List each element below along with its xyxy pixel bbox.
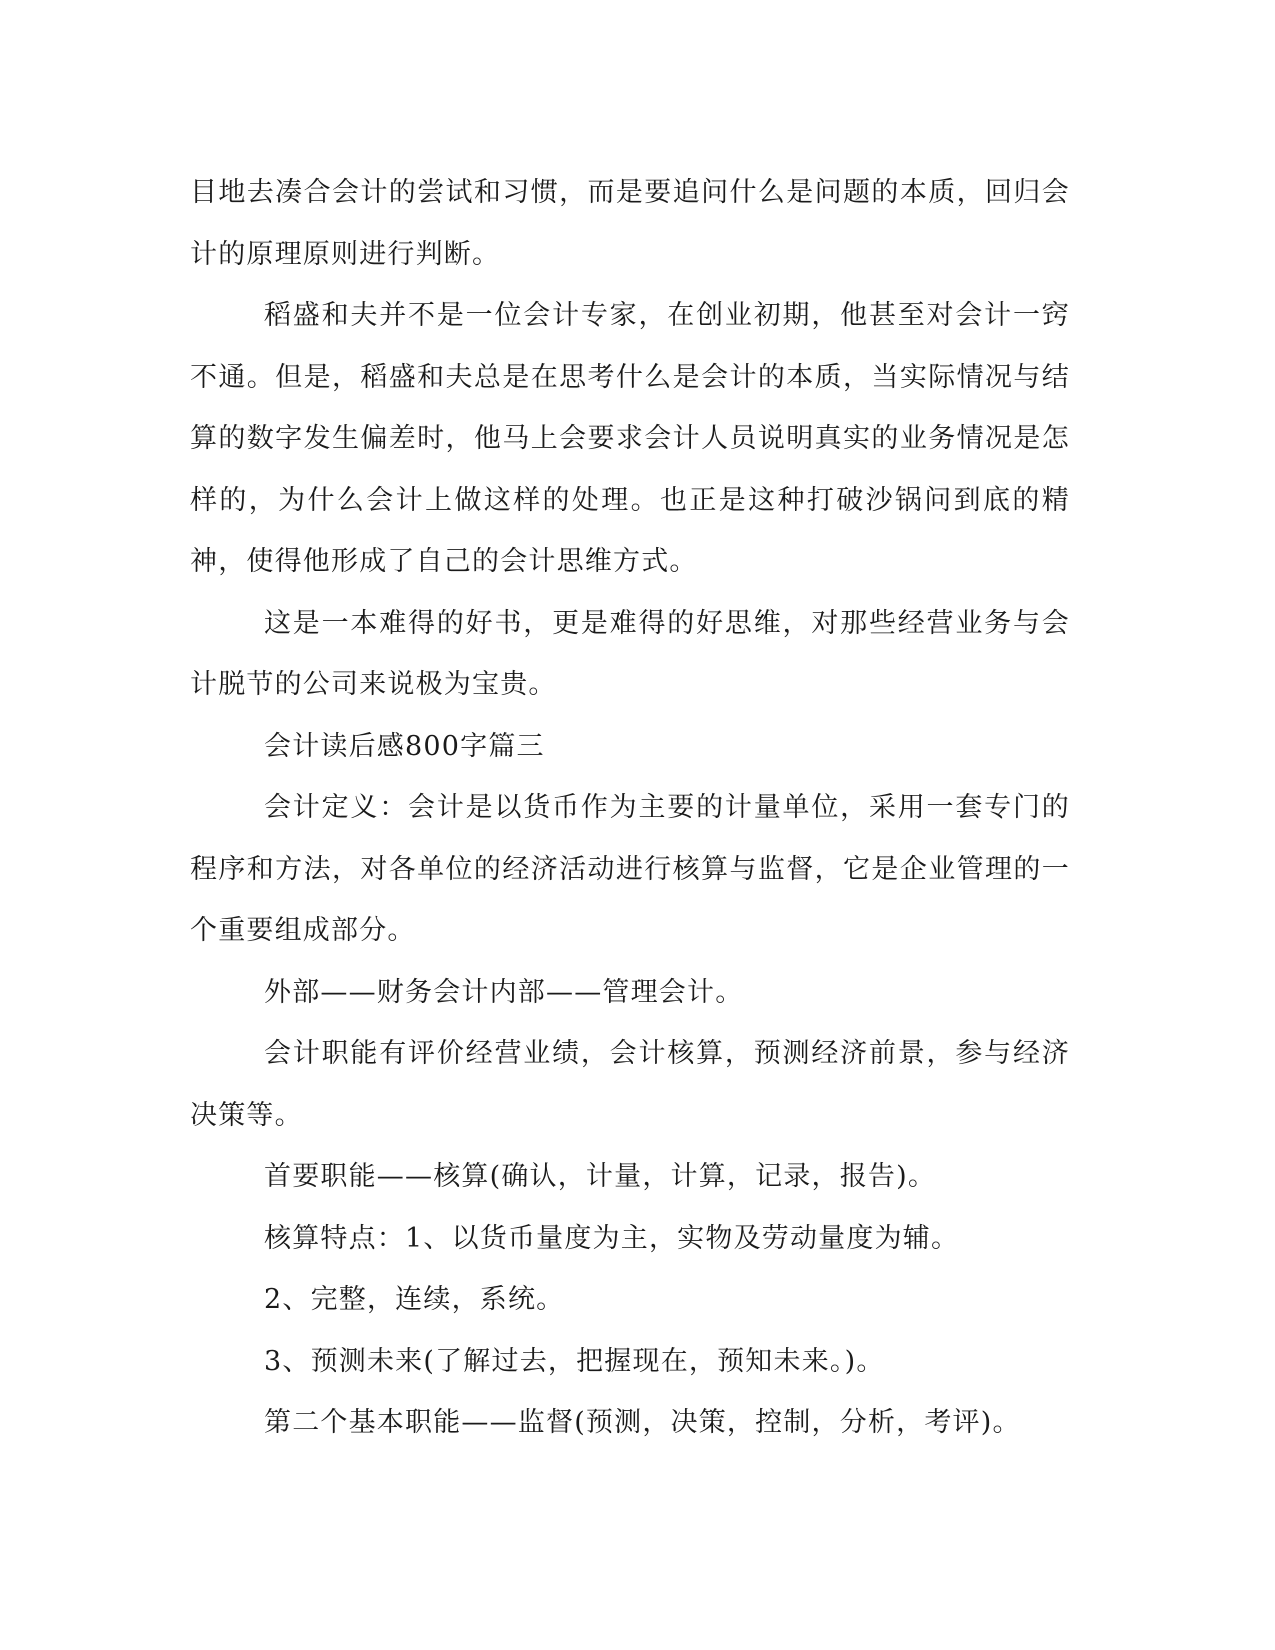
paragraph-1: 目地去凑合会计的尝试和习惯，而是要追问什么是问题的本质，回归会计的原理原则进行判断。	[190, 177, 1070, 270]
paragraph-functions: 会计职能有评价经营业绩，会计核算，预测经济前景，参与经济决策等。	[190, 1038, 1070, 1131]
paragraph-3: 这是一本难得的好书，更是难得的好思维，对那些经营业务与会计脱节的公司来说极为宝贵。	[190, 607, 1070, 700]
paragraph-2: 稻盛和夫并不是一位会计专家，在创业初期，他甚至对会计一窍不通。但是，稻盛和夫总是在思考什么是会计的本质，当实际情况与结算的数字发生偏差时，他马上会要求会计人员说明真实的业务情况是怎样的，为什么会计上做这样的处理。也正是这种打破沙锅问到底的精神，使得他形成了自己的会计思维方式。	[190, 300, 1070, 577]
paragraph-external-internal: 外部——财务会计内部——管理会计。	[264, 976, 744, 1008]
section-heading: 会计读后感800字篇三	[264, 730, 545, 762]
paragraph-definition: 会计定义：会计是以货币作为主要的计量单位，采用一套专门的程序和方法，对各单位的经济活动进行核算与监督，它是企业管理的一个重要组成部分。	[190, 792, 1070, 946]
paragraph-feature-3: 3、预测未来(了解过去，把握现在，预知未来。)。	[264, 1345, 885, 1377]
paragraph-accounting-features: 核算特点：1、以货币量度为主，实物及劳动量度为辅。	[264, 1222, 960, 1254]
paragraph-second-function: 第二个基本职能——监督(预测，决策，控制，分析，考评)。	[264, 1407, 1021, 1438]
paragraph-primary-function: 首要职能——核算(确认，计量，计算，记录，报告)。	[264, 1161, 937, 1192]
paragraph-feature-2: 2、完整，连续，系统。	[264, 1284, 565, 1315]
document-body	[190, 162, 1070, 1454]
